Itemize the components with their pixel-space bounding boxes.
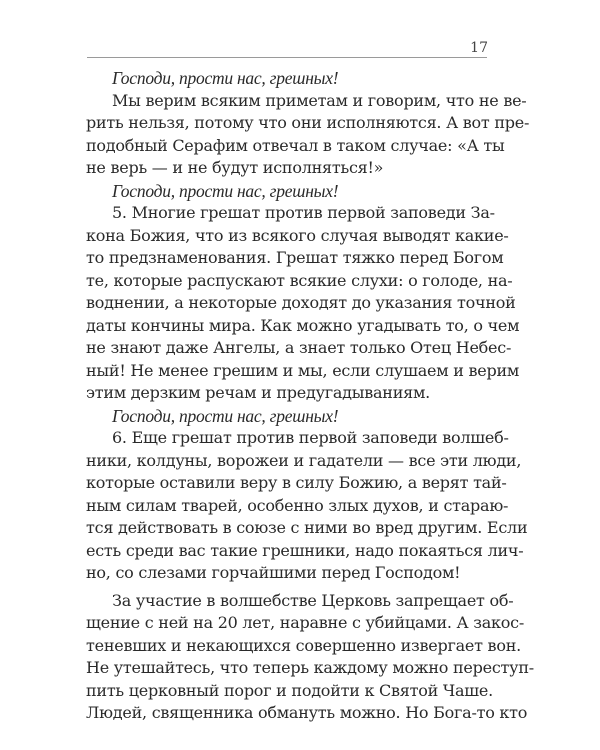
text-line: рить нельзя, потому что они исполняются. А вот пре- (86, 113, 530, 132)
refrain-line (86, 180, 489, 203)
text-line: есть среди вас такие грешники, надо покаяться лич- (86, 540, 524, 560)
text-line: даты кончины мира. Как можно угадывать то, о чем (86, 315, 520, 335)
text-line: этим дерзким речам и предугадываниям. (86, 383, 430, 402)
text-line: Господи, прости нас, грешных! (112, 68, 339, 88)
text-line: Людей, священника обмануть можно. Но Бога-то кто (86, 703, 528, 722)
paragraph (86, 202, 520, 405)
text-line: те, которые распускают всякие слухи: о голоде, на- (86, 270, 513, 290)
text-line: не знают даже Ангелы, а знает только Отец Небес- (86, 338, 512, 357)
text-line: воднении, а некоторые доходят до указания точной (86, 293, 516, 312)
text-line: 6. Еще грешат против первой заповеди волшеб- (112, 428, 509, 447)
text-line: кона Божия, что из всякого случая выводят какие- (86, 225, 509, 245)
text-line: которые оставили веру в силу Божию, а верят тай- (86, 473, 507, 492)
text-line: подобный Серафим отвечал в таком случае: «А ты (86, 135, 505, 155)
paragraph (86, 590, 534, 725)
text-line: щение с ней на 20 лет, наравне с убийцами. А закос- (86, 613, 525, 632)
text-line: пить церковный порог и подойти к Святой Чаше. (86, 680, 493, 700)
text-line: Господи, прости нас, грешных! (112, 180, 339, 201)
header-rule (87, 57, 487, 58)
text-line: тся действовать в союзе с ними во вред другим. Если (86, 518, 528, 537)
text-line: теневших и некающихся совершенно извергает вон. (86, 635, 521, 655)
text-line: 5. Многие грешат против первой заповеди За- (112, 203, 495, 222)
paragraph (86, 427, 528, 585)
text-line: ный! Не менее грешим и мы, если слушаем и верим (86, 360, 520, 380)
text-line: не верь — и не будут исполняться!» (86, 158, 384, 177)
text-line: За участие в волшебстве Церковь запрещает об- (112, 590, 514, 610)
text-line: Господи, прости нас, грешных! (112, 405, 339, 426)
text-line: но, со слезами горчайшими перед Господом! (86, 563, 461, 582)
text-line: Не утешайтесь, что теперь каждому можно переступ- (86, 658, 534, 677)
paragraph (86, 90, 530, 180)
text-line: ным силам тварей, особенно злых духов, и стараю- (86, 495, 509, 515)
refrain-line (86, 67, 489, 90)
text-line: Мы верим всяким приметам и говорим, что не ве- (112, 90, 527, 110)
text-line: ники, колдуны, ворожеи и гадатели — все эти люди, (86, 450, 522, 470)
body-text (86, 67, 534, 725)
refrain-line (86, 405, 489, 428)
page-number: 17 (470, 40, 488, 56)
text-line: то предзнаменования. Грешат тяжко перед Богом (86, 248, 504, 267)
